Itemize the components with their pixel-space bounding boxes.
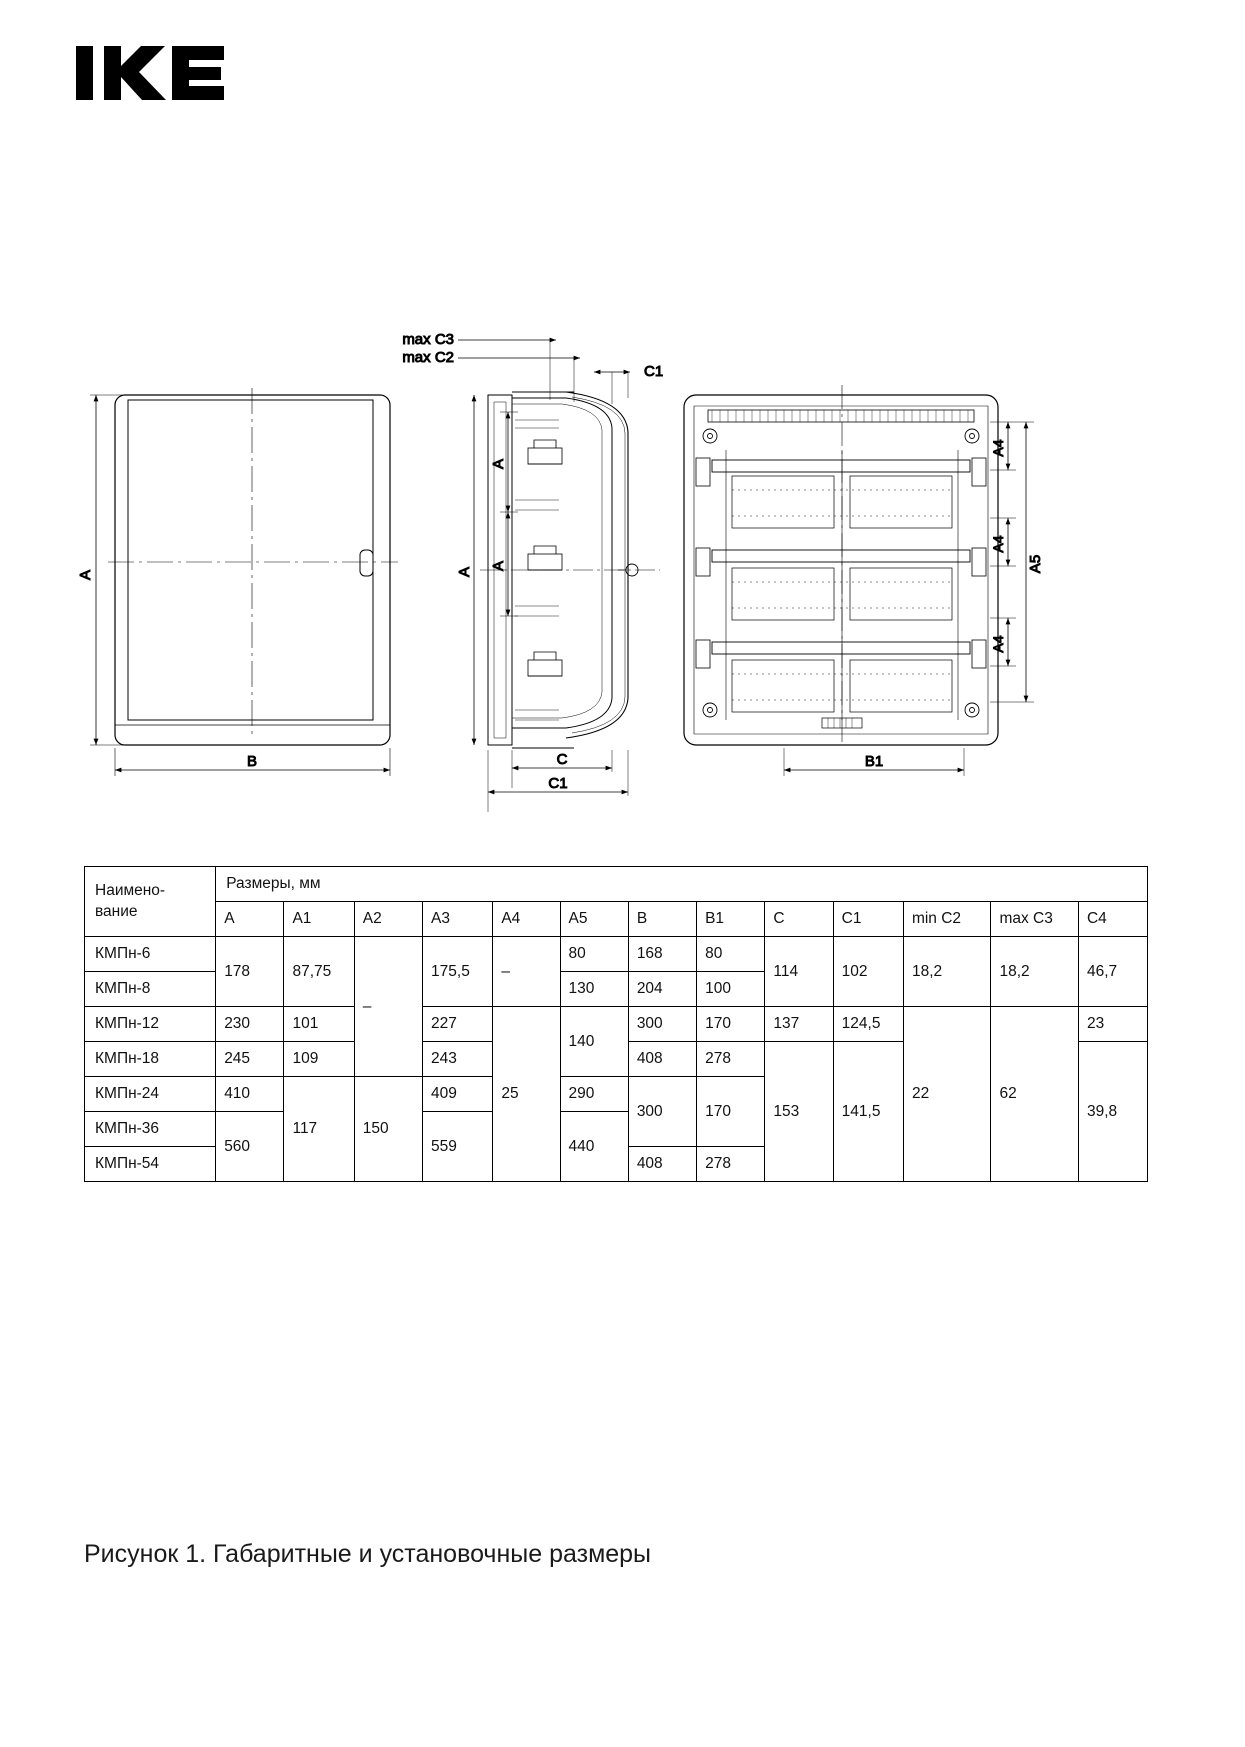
col-min-C2: min C2 <box>903 902 991 937</box>
table-row <box>85 1007 1148 1042</box>
header-name-line2: вание <box>95 902 138 920</box>
cell-C: 114 <box>765 937 833 1007</box>
cell-B: 300 <box>628 1007 696 1042</box>
label-max-c2: max C2 <box>402 349 454 366</box>
cell-C1: 124,5 <box>833 1007 903 1042</box>
cell-B: 408 <box>628 1147 696 1182</box>
cell-A3: 409 <box>423 1077 493 1112</box>
col-A: A <box>216 902 284 937</box>
label-back-A5: A5 <box>1027 554 1044 574</box>
col-max-C3: max C3 <box>991 902 1079 937</box>
label-c1-top: C1 <box>644 363 664 380</box>
cell-A3: 227 <box>423 1007 493 1042</box>
table-header-row-1 <box>85 867 1148 902</box>
row-name: КМПн-36 <box>85 1112 216 1147</box>
cell-C: 153 <box>765 1042 833 1182</box>
cell-B1: 100 <box>697 972 765 1007</box>
cell-A3: 243 <box>423 1042 493 1077</box>
label-side-A-seg1: A <box>490 458 507 470</box>
cell-B1: 170 <box>697 1077 765 1147</box>
cell-A4: – <box>493 937 560 1007</box>
col-A5: A5 <box>560 902 628 937</box>
cell-A: 410 <box>216 1077 284 1112</box>
cell-B1: 170 <box>697 1007 765 1042</box>
cell-A5: 290 <box>560 1077 628 1112</box>
back-view <box>684 385 998 745</box>
row-name: КМПн-54 <box>85 1147 216 1182</box>
cell-A1: 101 <box>284 1007 354 1042</box>
cell-A: 178 <box>216 937 284 1007</box>
cell-min-C2: 18,2 <box>903 937 991 1007</box>
row-name: КМПн-12 <box>85 1007 216 1042</box>
cell-B1: 278 <box>697 1042 765 1077</box>
row-name: КМПн-18 <box>85 1042 216 1077</box>
cell-B: 408 <box>628 1042 696 1077</box>
cell-A5: 130 <box>560 972 628 1007</box>
cell-A5: 140 <box>560 1007 628 1077</box>
col-A2: A2 <box>354 902 422 937</box>
side-section-view <box>480 392 660 748</box>
label-front-B: B <box>246 753 258 770</box>
cell-C4: 23 <box>1078 1007 1147 1042</box>
row-name: КМПн-6 <box>85 937 216 972</box>
iek-logo-icon <box>76 42 226 104</box>
col-C4: C4 <box>1078 902 1147 937</box>
cell-C4: 39,8 <box>1078 1042 1147 1182</box>
label-back-A4-3: A4 <box>990 635 1006 653</box>
col-A1: A1 <box>284 902 354 937</box>
cell-A: 245 <box>216 1042 284 1077</box>
iek-logo <box>76 42 226 104</box>
cell-B: 204 <box>628 972 696 1007</box>
row-name: КМПн-24 <box>85 1077 216 1112</box>
cell-B1: 80 <box>697 937 765 972</box>
col-A3: A3 <box>423 902 493 937</box>
col-B1: B1 <box>697 902 765 937</box>
cell-A2: – <box>354 937 422 1077</box>
cell-B1: 278 <box>697 1147 765 1182</box>
col-B: B <box>628 902 696 937</box>
header-sizes-group: Размеры, мм <box>216 867 1148 902</box>
table-header-row-2 <box>85 902 1148 937</box>
cell-A1: 109 <box>284 1042 354 1077</box>
cell-C4: 46,7 <box>1078 937 1147 1007</box>
cell-min-C2: 22 <box>903 1007 991 1182</box>
cell-A2: 150 <box>354 1077 422 1182</box>
dim-front-A <box>90 395 124 745</box>
label-back-A4-2: A4 <box>990 535 1006 553</box>
label-side-C: C <box>556 751 568 768</box>
cell-B: 168 <box>628 937 696 972</box>
cell-C: 137 <box>765 1007 833 1042</box>
cell-max-C3: 62 <box>991 1007 1079 1182</box>
table-row <box>85 937 1148 972</box>
figure-caption: Рисунок 1. Габаритные и установочные размеры <box>84 1540 652 1568</box>
cell-A: 560 <box>216 1112 284 1182</box>
cell-A5: 440 <box>560 1112 628 1182</box>
dimensions-table <box>84 866 1148 1182</box>
cell-A3: 559 <box>423 1112 493 1182</box>
cell-A: 230 <box>216 1007 284 1042</box>
label-side-C1: C1 <box>548 775 568 792</box>
cell-A1: 117 <box>284 1077 354 1182</box>
cell-A3: 175,5 <box>423 937 493 1007</box>
header-name-line1: Наимено- <box>95 881 166 899</box>
technical-drawing <box>60 300 1180 830</box>
col-A4: A4 <box>493 902 560 937</box>
cell-C1: 102 <box>833 937 903 1007</box>
label-side-A: A <box>456 566 473 578</box>
label-max-c3: max C3 <box>402 331 454 348</box>
cell-A1: 87,75 <box>284 937 354 1007</box>
row-name: КМПн-8 <box>85 972 216 1007</box>
label-front-A: A <box>77 569 94 581</box>
label-side-A-seg2: A <box>490 560 507 572</box>
label-back-B1: B1 <box>864 753 884 770</box>
cell-C1: 141,5 <box>833 1042 903 1182</box>
dim-side-top <box>458 340 630 404</box>
cell-A5: 80 <box>560 937 628 972</box>
col-C1: C1 <box>833 902 903 937</box>
front-view <box>108 388 398 745</box>
cell-B: 300 <box>628 1077 696 1147</box>
cell-A4: 25 <box>493 1007 560 1182</box>
cell-max-C3: 18,2 <box>991 937 1079 1007</box>
col-C: C <box>765 902 833 937</box>
header-name <box>85 867 216 937</box>
label-back-A4-1: A4 <box>990 439 1006 457</box>
